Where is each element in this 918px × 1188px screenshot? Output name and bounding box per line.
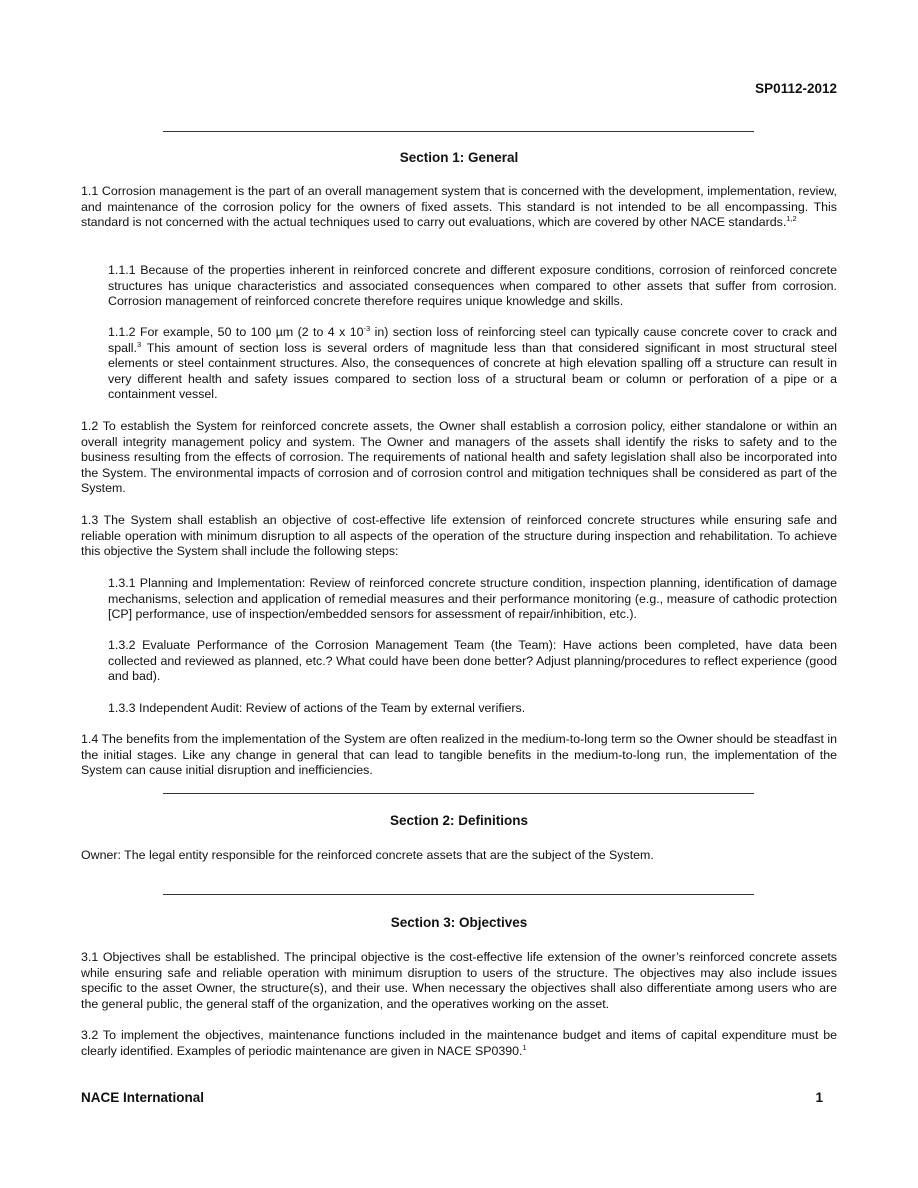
- section-divider: [163, 131, 754, 132]
- standard-id: SP0112-2012: [755, 81, 837, 96]
- paragraph-1-3-1: 1.3.1 Planning and Implementation: Review of reinforced concrete structure condition, inspection planning, identification of damage mechanisms, selection and application of remedial measures and their performance monitoring (e.g., measure of cathodic protection [CP] performance, use of inspection/embedded sensors for assessment of repair/inhibition, etc.).: [108, 576, 837, 622]
- footer-organization: NACE International: [81, 1090, 205, 1105]
- exponent-superscript: -3: [363, 324, 371, 333]
- reference-superscript: 1: [522, 1042, 527, 1052]
- section-3-title: Section 3: Objectives: [390, 915, 528, 930]
- paragraph-3-2-text: 3.2 To implement the objectives, maintenance functions included in the maintenance budget and items of capital expenditure must be clearly identified. Examples of periodic maintenance are given in NACE SP0390.: [81, 1028, 837, 1058]
- page-number: 1: [815, 1090, 823, 1105]
- paragraph-1-3-2: 1.3.2 Evaluate Performance of the Corrosion Management Team (the Team): Have actions been completed, have data been collected and reviewed as planned, etc.? What could have been done better? Adjust planning/procedures to reflect experience (good and bad).: [108, 638, 837, 684]
- section-divider: [163, 793, 754, 794]
- paragraph-1-1: [81, 184, 837, 231]
- paragraph-1-1-2-text-c: This amount of section loss is several orders of magnitude less than that considered significant in most structural steel elements or steel containment structures. Also, the consequences of concrete at high elevation spalling off a structure can result in very different health and safety issues compared to section loss of a structural beam or column or perforation of a pipe or a containment vessel.: [108, 340, 837, 402]
- reference-superscript: 3: [136, 339, 142, 349]
- paragraph-1-1-1: 1.1.1 Because of the properties inherent in reinforced concrete and different exposure conditions, corrosion of reinforced concrete structures has unique characteristics and associated consequences when compared to other assets that suffer from corrosion. Corrosion management of reinforced concrete therefore requires unique knowledge and skills.: [108, 263, 837, 309]
- reference-superscript: 1,2: [786, 214, 797, 224]
- paragraph-1-3-3: 1.3.3 Independent Audit: Review of actions of the Team by external verifiers.: [108, 701, 526, 715]
- paragraph-1-1-2-text-a: 1.1.2 For example, 50 to 100 µm (2 to 4 x 10: [108, 325, 364, 339]
- paragraph-1-1-2: [108, 325, 837, 403]
- section-1-title: Section 1: General: [399, 150, 519, 165]
- owner-definition: Owner: The legal entity responsible for the reinforced concrete assets that are the subject of the System.: [81, 848, 654, 862]
- paragraph-1-2: 1.2 To establish the System for reinforced concrete assets, the Owner shall establish a corrosion policy, either standalone or within an overall integrity management policy and system. The Owner and managers of the assets shall identify the risks to safety and to the business resulting from the effects of corrosion. The requirements of national health and safety legislation shall also be incorporated into the System. The environmental impacts of corrosion and of corrosion control and mitigation techniques shall be considered as part of the System.: [81, 419, 837, 496]
- paragraph-1-3: 1.3 The System shall establish an objective of cost-effective life extension of reinforced concrete structures while ensuring safe and reliable operation with minimum disruption to all aspects of the operation of the structure during inspection and rehabilitation. To achieve this objective the System shall include the following steps:: [81, 513, 837, 559]
- paragraph-1-1-text: 1.1 Corrosion management is the part of an overall management system that is concerned with the development, implementation, review, and maintenance of the corrosion policy for the owners of fixed assets. This standard is not intended to be all encompassing. This standard is not concerned with the actual techniques used to carry out evaluations, which are covered by other NACE standards.: [81, 184, 837, 230]
- section-divider: [163, 894, 754, 895]
- section-2-title: Section 2: Definitions: [389, 813, 528, 828]
- paragraph-1-1-2-text-b: in) section loss of reinforcing steel can typically cause concrete cover to crack and spall.: [108, 325, 837, 355]
- paragraph-1-4: 1.4 The benefits from the implementation of the System are often realized in the medium-to-long term so the Owner should be steadfast in the initial stages. Like any change in general that can lead to tangible benefits in the medium-to-long run, the implementation of the System can cause initial disruption and inefficiencies.: [81, 732, 837, 778]
- paragraph-3-1: 3.1 Objectives shall be established. The principal objective is the cost-effective life extension of the owner’s reinforced concrete assets while ensuring safe and reliable operation with minimum disruption to users of the structure. The objectives may also include issues specific to the asset Owner, the structure(s), and their use. When necessary the objectives shall also differentiate among users who are the general public, the general staff of the organization, and the operatives working on the asset.: [81, 950, 837, 1011]
- paragraph-3-2: [81, 1028, 837, 1059]
